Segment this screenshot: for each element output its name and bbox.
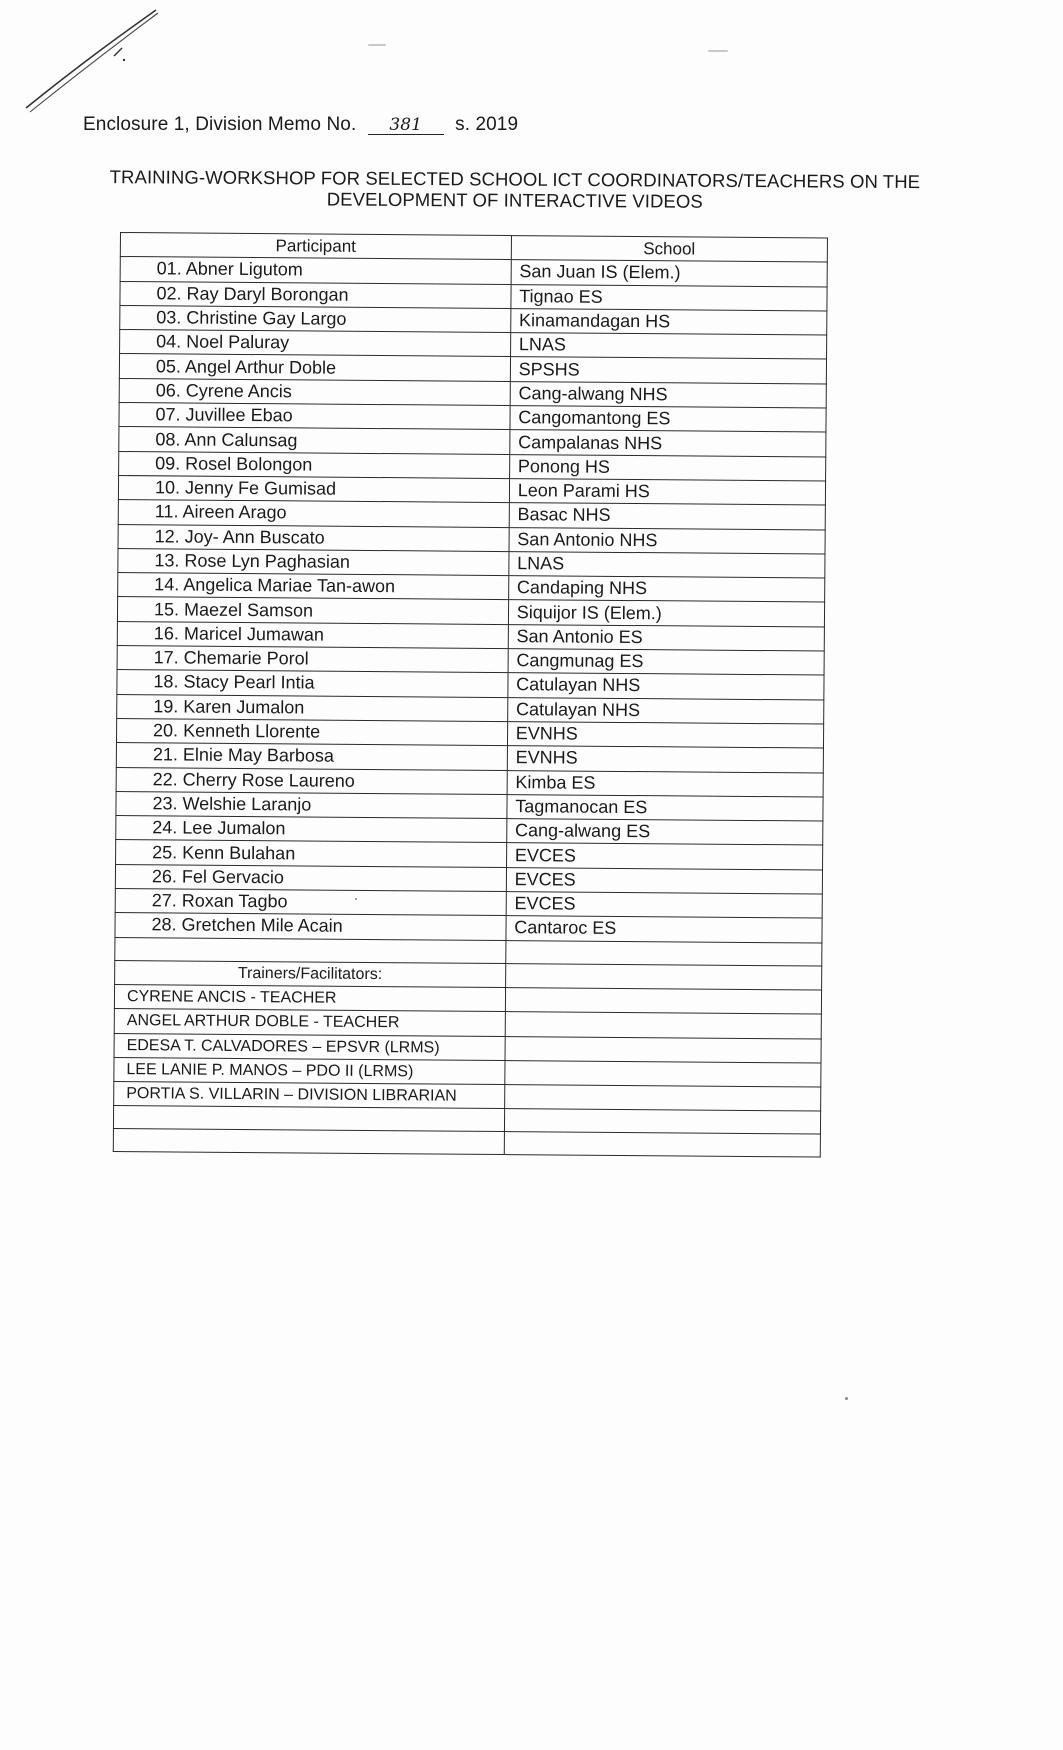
participant-name: 09. Rosel Bolongon (119, 451, 510, 478)
participant-school: EVNHS (507, 746, 823, 773)
participant-school: EVCES (506, 867, 822, 894)
participant-school: LNAS (510, 333, 826, 360)
participant-name: 18. Stacy Pearl Intia (117, 670, 508, 697)
trainer-section (115, 937, 822, 990)
participant-school: Kinamandagan HS (510, 308, 826, 335)
participant-school: San Juan IS (Elem.) (511, 260, 827, 287)
memo-suffix: s. 2019 (455, 114, 519, 135)
participant-name: 22. Cherry Rose Laureno (116, 767, 507, 794)
participant-name: 20. Kenneth Llorente (116, 718, 507, 745)
participant-school: LNAS (509, 551, 825, 578)
participant-name: 03. Christine Gay Largo (120, 305, 511, 332)
participant-name: 28. Gretchen Mile Acain (115, 913, 506, 940)
trainer-name: ANGEL ARTHUR DOBLE - TEACHER (114, 1009, 505, 1036)
participant-name: 11. Aireen Arago (118, 500, 509, 527)
participants-table (113, 232, 828, 1158)
participant-school: SPSHS (510, 357, 826, 384)
scan-speck (708, 50, 728, 52)
participant-school: San Antonio NHS (509, 527, 825, 554)
participant-school: Cang-alwang NHS (510, 381, 826, 408)
participant-name: 14. Angelica Mariae Tan-awon (118, 573, 509, 600)
participant-name: 17. Chemarie Porol (117, 646, 508, 673)
participant-name: 13. Rose Lyn Paghasian (118, 548, 509, 575)
trainer-name: CYRENE ANCIS - TEACHER (114, 984, 505, 1011)
participant-name: 15. Maezel Samson (117, 597, 508, 624)
participant-name: 24. Lee Jumalon (116, 816, 507, 843)
participant-name: 02. Ray Daryl Borongan (120, 281, 511, 308)
participant-school: Cantaroc ES (506, 916, 822, 943)
participant-rows (115, 257, 827, 943)
trainer-name: LEE LANIE P. MANOS – PDO II (LRMS) (114, 1057, 505, 1084)
participant-name: 27. Roxan Tagbo (115, 888, 506, 915)
participant-school: Catulayan NHS (507, 697, 823, 724)
table-row-blank (113, 1129, 820, 1158)
participant-school: San Antonio ES (508, 624, 824, 651)
participant-school: Cangomantong ES (510, 406, 826, 433)
title-line-1: TRAINING-WORKSHOP FOR SELECTED SCHOOL ICT COORDINATORS/TEACHERS ON THE (109, 166, 921, 193)
participant-school: Cang-alwang ES (506, 819, 822, 846)
participant-school: Campalanas NHS (510, 430, 826, 457)
memo-reference (83, 114, 518, 136)
pen-stroke-mark (18, 8, 168, 118)
participant-school: Tagmanocan ES (507, 794, 823, 821)
memo-prefix: Enclosure 1, Division Memo No. (83, 114, 357, 135)
trainer-name: EDESA T. CALVADORES – EPSVR (LRMS) (114, 1033, 505, 1060)
participant-name: 16. Maricel Jumawan (117, 621, 508, 648)
participant-name: 12. Joy- Ann Buscato (118, 524, 509, 551)
participant-name: 19. Karen Jumalon (117, 694, 508, 721)
participant-name: 04. Noel Paluray (120, 330, 511, 357)
trainer-rows (114, 984, 822, 1111)
participant-name: 23. Welshie Laranjo (116, 791, 507, 818)
trainers-heading: Trainers/Facilitators: (115, 960, 506, 987)
memo-number-handwritten: 381 (368, 116, 444, 135)
document-title (90, 166, 940, 213)
participant-school: Kimba ES (507, 770, 823, 797)
participant-school: Siquijor IS (Elem.) (508, 600, 824, 627)
participant-name: 10. Jenny Fe Gumisad (118, 475, 509, 502)
participant-school: EVCES (506, 843, 822, 870)
participant-school: EVNHS (507, 721, 823, 748)
participant-name: 21. Elnie May Barbosa (116, 743, 507, 770)
participant-name: 25. Kenn Bulahan (116, 840, 507, 867)
trailing-blank-rows (113, 1106, 820, 1158)
participant-name: 08. Ann Calunsag (119, 427, 510, 454)
participant-name: 01. Abner Ligutom (120, 257, 511, 284)
column-header-participant: Participant (120, 233, 511, 260)
participant-school: Leon Parami HS (509, 479, 825, 506)
scan-speck (368, 44, 386, 46)
participant-name: 06. Cyrene Ancis (119, 378, 510, 405)
scan-speck (845, 1397, 848, 1400)
participant-school: Candaping NHS (508, 576, 824, 603)
participant-school: EVCES (506, 892, 822, 919)
trainer-name: PORTIA S. VILLARIN – DIVISION LIBRARIAN (114, 1082, 505, 1109)
participant-school: Cangmunag ES (508, 649, 824, 676)
participant-school: Basac NHS (509, 503, 825, 530)
participant-school: Ponong HS (509, 454, 825, 481)
title-line-2: DEVELOPMENT OF INTERACTIVE VIDEOS (326, 188, 703, 212)
participant-school: Catulayan NHS (508, 673, 824, 700)
column-header-school: School (511, 236, 827, 263)
participant-school: Tignao ES (511, 284, 827, 311)
participant-name: 26. Fel Gervacio (115, 864, 506, 891)
participant-name: 07. Juvillee Ebao (119, 403, 510, 430)
participant-name: 05. Angel Arthur Doble (119, 354, 510, 381)
